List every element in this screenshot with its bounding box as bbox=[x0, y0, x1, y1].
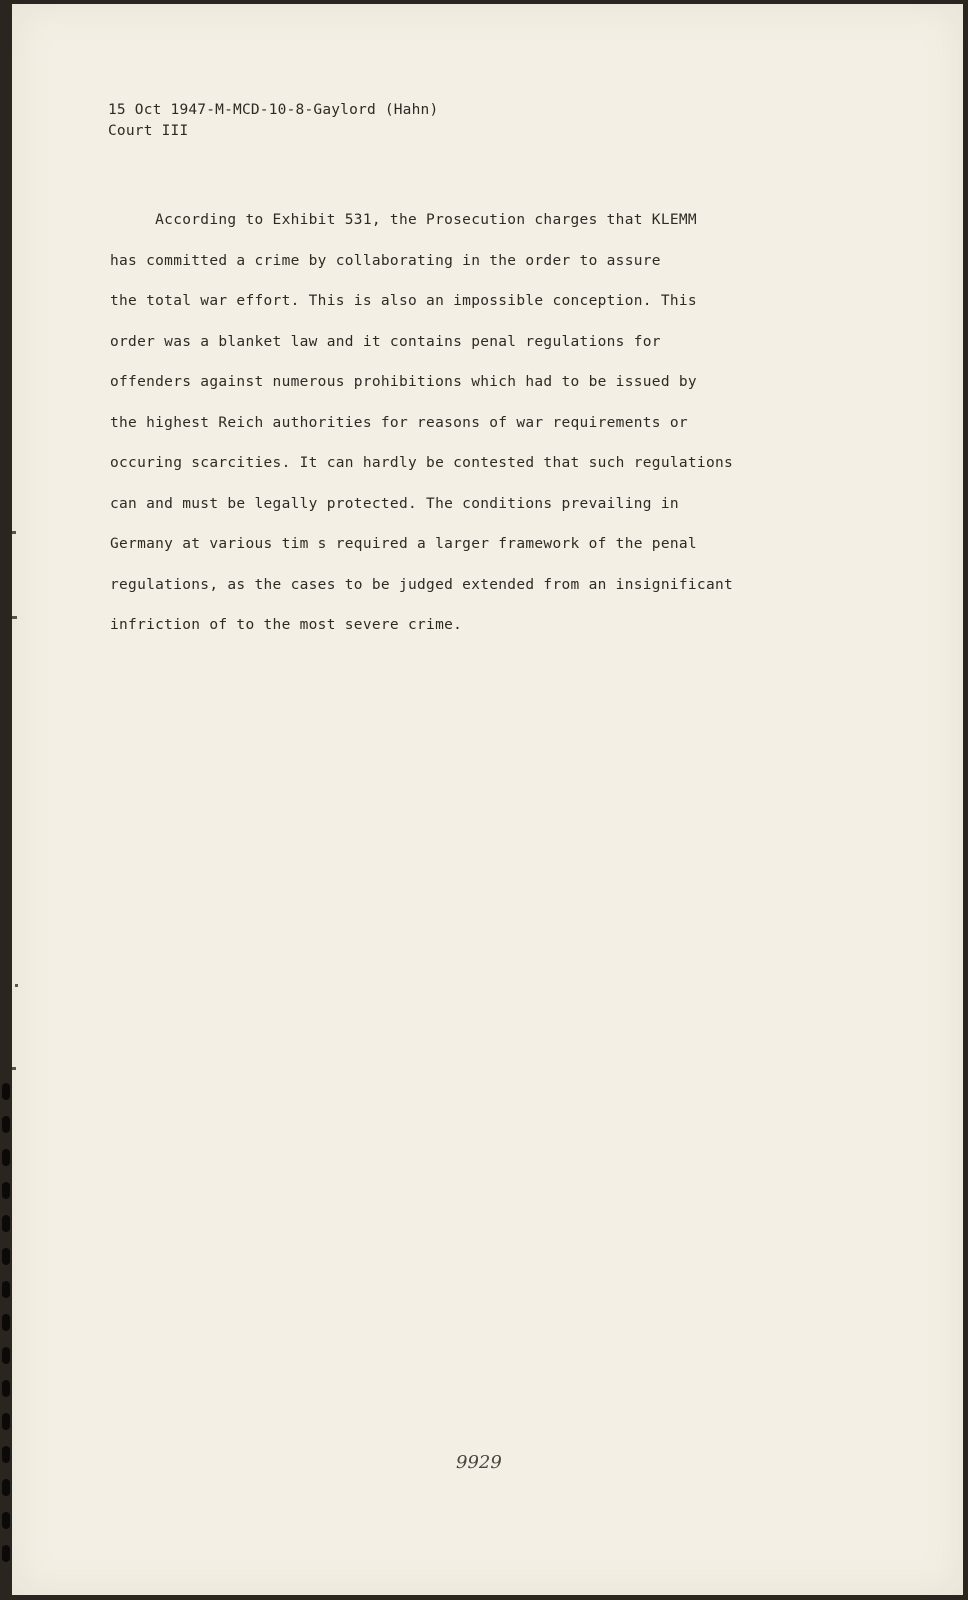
body-paragraph bbox=[110, 200, 830, 646]
punch-hole bbox=[2, 1083, 10, 1100]
text-line: has committed a crime by collaborating in the order to assure bbox=[110, 252, 661, 269]
punch-hole bbox=[2, 1545, 10, 1562]
text-line: regulations, as the cases to be judged extended from an insignificant bbox=[110, 576, 734, 593]
punch-hole bbox=[2, 1182, 10, 1199]
page-number: 9929 bbox=[456, 1452, 502, 1473]
punch-hole bbox=[2, 1347, 10, 1364]
header-court-line: Court III bbox=[108, 123, 189, 139]
text-line: the highest Reich authorities for reasons of war requirements or bbox=[110, 414, 688, 431]
text-line: the total war effort. This is also an impossible conception. This bbox=[110, 293, 697, 309]
text-line: can and must be legally protected. The conditions prevailing in bbox=[110, 495, 679, 512]
edge-mark bbox=[15, 984, 18, 987]
punch-hole bbox=[2, 1512, 10, 1529]
punch-hole bbox=[2, 1479, 10, 1496]
text-line: order was a blanket law and it contains penal regulations for bbox=[110, 333, 661, 350]
punch-hole bbox=[2, 1446, 10, 1463]
punch-hole bbox=[2, 1314, 10, 1331]
text-line: occuring scarcities. It can hardly be contested that such regulations bbox=[110, 455, 734, 471]
punch-hole bbox=[2, 1248, 10, 1265]
punch-hole bbox=[2, 1380, 10, 1397]
edge-mark bbox=[12, 1067, 16, 1070]
text-line: According to Exhibit 531, the Prosecution charges that KLEMM bbox=[110, 212, 697, 228]
punch-hole bbox=[2, 1215, 10, 1232]
document-header bbox=[108, 100, 438, 142]
edge-mark bbox=[12, 531, 16, 534]
binding-edge bbox=[0, 0, 12, 1600]
punch-hole bbox=[2, 1281, 10, 1298]
punch-hole bbox=[2, 1149, 10, 1166]
text-line: Germany at various tim s required a larger framework of the penal bbox=[110, 536, 697, 552]
text-line: infriction of to the most severe crime. bbox=[110, 617, 463, 633]
punch-hole bbox=[2, 1413, 10, 1430]
edge-mark bbox=[12, 616, 17, 619]
text-line: offenders against numerous prohibitions which had to be issued by bbox=[110, 374, 697, 390]
header-date-line: 15 Oct 1947-M-MCD-10-8-Gaylord (Hahn) bbox=[108, 102, 439, 118]
punch-hole bbox=[2, 1116, 10, 1133]
